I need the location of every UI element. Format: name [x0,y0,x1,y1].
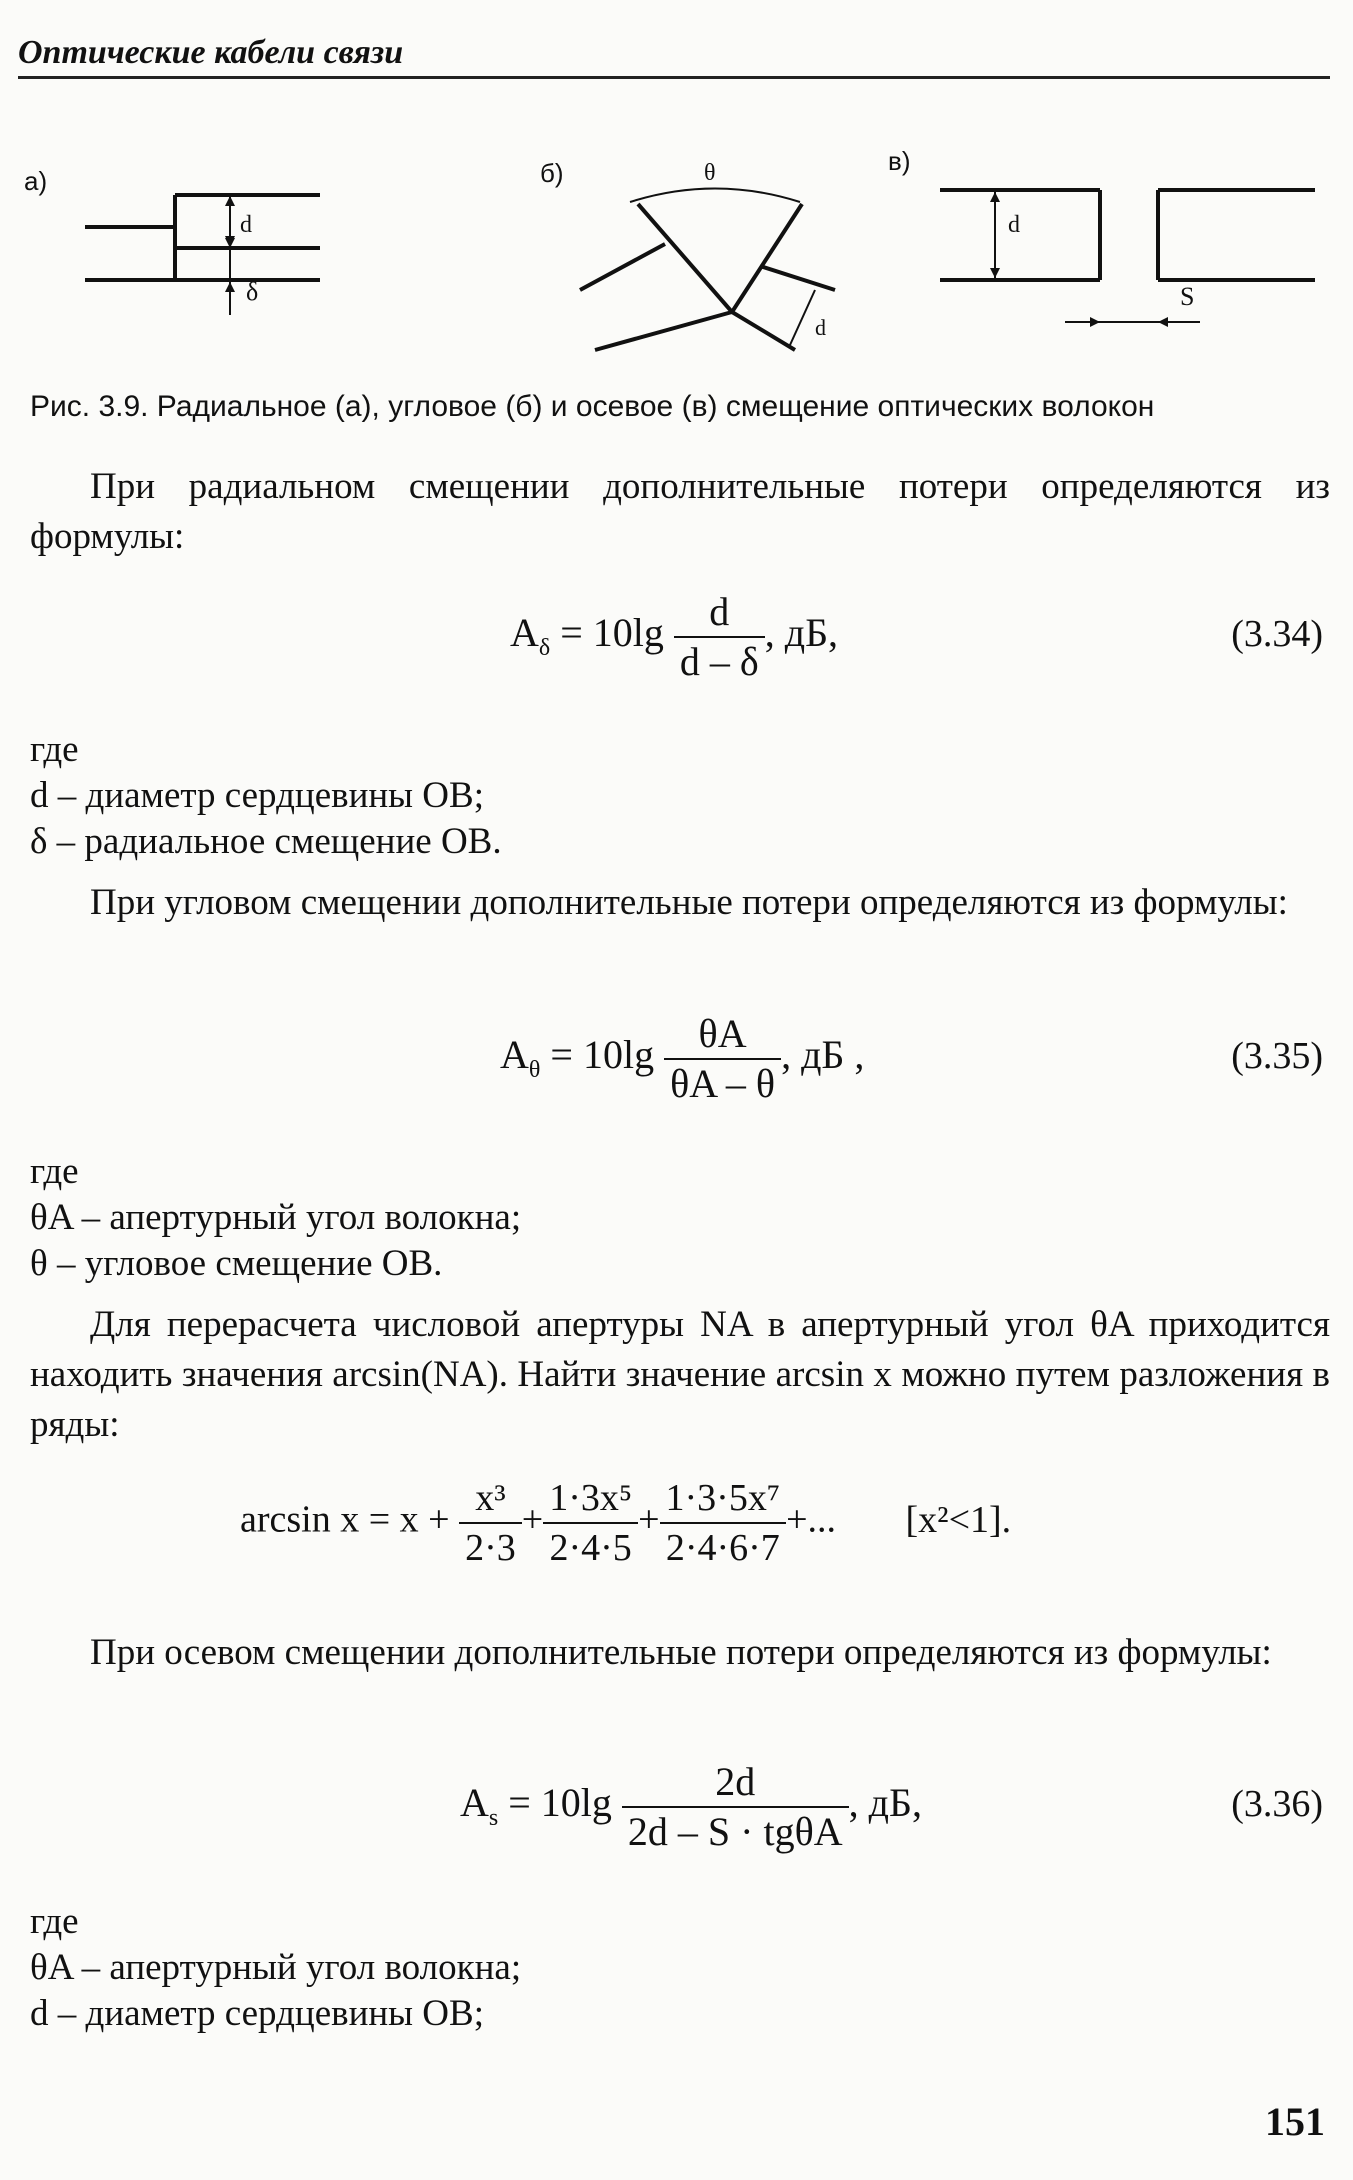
eq1-lhs: A [510,610,539,656]
symbol-delta: δ [246,277,259,306]
paragraph-axial: При осевом смещении дополнительные потери определяются из формулы: [90,1632,1272,1673]
where-1-delta: δ – радиальное смещение ОВ. [30,821,502,862]
series-term-2 [543,1474,638,1572]
where-2-label: где [30,1151,79,1192]
paragraph-angular: При угловом смещении дополнительные потери определяются из формулы: [90,882,1288,923]
eq3-pre: = 10lg [498,1780,612,1826]
eq3-numerator: 2d [622,1758,849,1808]
series-term-3 [660,1474,787,1572]
paragraph-arcsin: Для перерасчета числовой апертуры NA в апертурный угол θA приходится находить значения arcsin(NA). Найти значение arcsin x можно путем разложения в ряды: [30,1304,1330,1445]
figure-caption: Рис. 3.9. Радиальное (а), угловое (б) и осевое (в) смещение оптических волокон [30,390,1155,423]
equation-number-3-34: (3.34) [1231,613,1323,655]
where-3-label: где [30,1901,79,1942]
eq3-lhs: A [460,1780,489,1826]
equation-number-3-36: (3.36) [1231,1783,1323,1825]
eq1-fraction [674,588,765,686]
where-1-d: d – диаметр сердцевины ОВ; [30,775,484,816]
equation-3-34 [510,588,838,686]
figure-3-9 [20,140,1330,390]
eq1-post: , дБ, [764,610,839,656]
symbol-d-b: d [815,315,826,340]
symbol-s: S [1180,282,1195,311]
fiber-offset-diagram [20,140,1330,390]
equation-number-3-35: (3.35) [1231,1035,1323,1077]
eq3-fraction [622,1758,849,1856]
equation-3-35 [500,1010,864,1108]
label-b: б) [540,158,564,188]
eq1-lhs-sub: δ [538,635,551,662]
symbol-d-a: d [240,212,252,238]
eq2-denominator: θA – θ [670,1061,776,1106]
where-1-label: где [30,729,79,770]
eq2-pre: = 10lg [540,1032,655,1078]
series-formula: arcsin x = x + $\frac{\text{x³}}{2\cdot 3}$ + $\frac{\text{1·3x⁵}}{2\cdot 4\cdot 5}$ + $\frac{\text{1·3·5x⁷}}{2\cdot 4\cdot 6\cdot 7}$ +... [x²<1]. [240,1474,1011,1572]
series-condition: [x²<1]. [905,1498,1012,1541]
paragraph-radial: При радиальном смещении дополнительные потери определяются из формулы: [30,466,1330,557]
eq2-fraction [664,1010,781,1108]
series-term-3-num: 1·3·5x⁷ [660,1474,787,1524]
eq3-denominator: 2d – S · tgθA [627,1809,843,1854]
equation-3-36 [460,1758,922,1856]
running-header [18,30,1330,79]
where-2-theta: θ – угловое смещение ОВ. [30,1243,443,1284]
symbol-d-c: d [1008,212,1020,238]
eq2-numerator: θA [664,1010,781,1060]
where-2-thetaA: θA – апертурный угол волокна; [30,1197,522,1238]
series-term-1-num: x³ [459,1474,522,1524]
eq1-numerator: d [674,588,765,638]
series-term-1 [459,1474,522,1572]
where-3-d: d – диаметр сердцевины ОВ; [30,1993,484,2034]
series-term-2-num: 1·3x⁵ [543,1474,638,1524]
page-number: 151 [1265,2099,1325,2144]
eq3-lhs-sub: s [488,1805,499,1832]
series-term-3-den: 2·4·6·7 [665,1527,780,1569]
label-a: а) [24,166,48,196]
series-term-2-den: 2·4·5 [549,1527,632,1569]
label-c: в) [888,146,911,176]
eq1-pre: = 10lg [550,610,664,656]
series-tail: +... [786,1498,837,1541]
series-lhs: arcsin x = x + [240,1498,450,1541]
series-term-1-den: 2·3 [465,1527,516,1569]
symbol-theta: θ [704,160,716,186]
where-3-thetaA: θA – апертурный угол волокна; [30,1947,522,1988]
eq3-post: , дБ, [848,1780,922,1826]
eq2-lhs: A [500,1032,529,1078]
eq1-denominator: d – δ [679,639,759,684]
eq2-lhs-sub: θ [528,1057,541,1084]
header-title: Оптические кабели связи [18,34,404,71]
eq2-post: , дБ , [781,1032,865,1078]
